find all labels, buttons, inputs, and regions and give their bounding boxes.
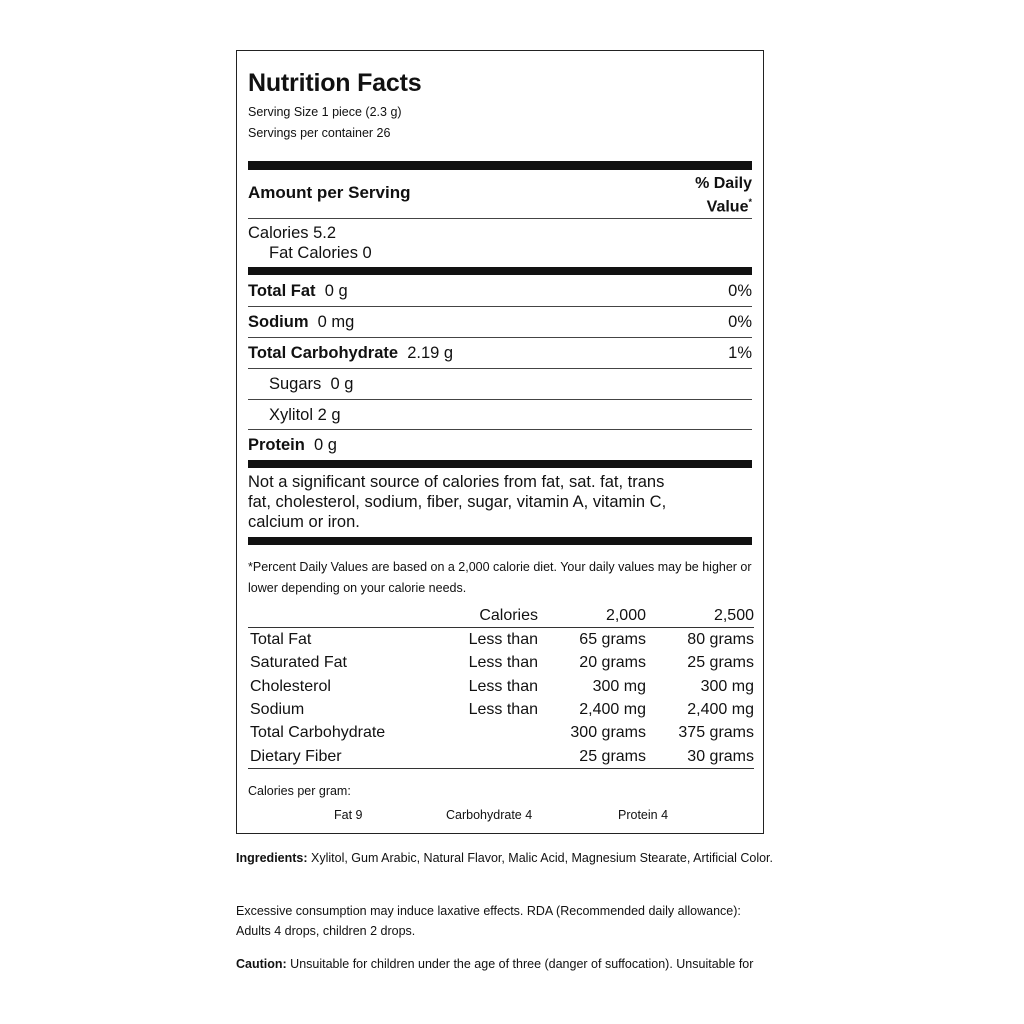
nutrient-row-total-carbohydrate — [248, 344, 752, 363]
table-row — [248, 675, 754, 698]
daily-values-table — [248, 603, 754, 769]
table-cell: Total Carbohydrate — [250, 724, 386, 742]
table-cell: 2,500 — [646, 603, 754, 628]
table-cell: 25 grams — [687, 654, 754, 672]
nutrient-amount: 2.19 g — [407, 344, 454, 362]
laxative-text: Excessive consumption may induce laxative effects. RDA (Recommended daily allowance): Adults 4 drops, children 2 drops. — [236, 904, 741, 938]
ingredients-label: Ingredients: — [236, 851, 308, 865]
table-cell: 65 grams — [579, 631, 646, 649]
table-cell: 2,400 mg — [687, 701, 754, 719]
table-cell: 2,000 — [538, 603, 646, 628]
caution-text: Unsuitable for children under the age of three (danger of suffocation). Unsuitable for — [286, 957, 754, 971]
divider — [248, 218, 752, 219]
daily-value-footnote: *Percent Daily Values are based on a 2,000 calorie diet. Your daily values may be higher or lower depending on your calorie needs. — [248, 560, 752, 595]
table-cell: Sodium — [250, 701, 305, 719]
table-cell: Dietary Fiber — [248, 744, 450, 768]
daily-value-asterisk: * — [748, 197, 752, 207]
table-row — [248, 698, 754, 721]
nutrient-name: Protein — [248, 436, 305, 454]
table-cell: 30 grams — [646, 744, 754, 768]
table-row — [248, 721, 754, 744]
nutrient-row-xylitol — [248, 406, 752, 425]
table-row — [248, 628, 754, 652]
table-cell: Total Fat — [250, 631, 312, 649]
nutrient-name: Total Fat — [248, 282, 316, 300]
nutrient-row-total-fat — [248, 282, 752, 301]
thick-divider — [248, 161, 752, 170]
table-header-row — [248, 603, 754, 628]
table-cell: Less than — [468, 631, 538, 649]
table-cell: Less than — [468, 701, 538, 719]
table-cell: Cholesterol — [250, 677, 331, 695]
table-row — [248, 651, 754, 674]
table-cell — [248, 603, 450, 628]
nutrient-amount: 0 g — [314, 436, 337, 454]
nutrition-label — [236, 50, 764, 834]
daily-value-header-line2: Value — [706, 198, 749, 216]
nutrient-row-sugars — [248, 375, 752, 394]
divider — [248, 368, 752, 369]
nutrient-pct: 0% — [728, 282, 752, 300]
label-title: Nutrition Facts — [248, 69, 422, 97]
calories-per-gram-protein: Protein 4 — [618, 808, 669, 822]
nutrient-amount: 0 g — [330, 375, 354, 393]
daily-value-header-line1: % Daily — [695, 175, 752, 192]
amount-per-serving-header: Amount per Serving — [248, 183, 411, 202]
ingredients-text: Xylitol, Gum Arabic, Natural Flavor, Malic Acid, Magnesium Stearate, Artificial Color. — [307, 851, 774, 865]
thick-divider — [248, 460, 752, 468]
nutrient-name: Sugars — [269, 375, 322, 393]
ingredients-paragraph — [236, 848, 776, 868]
laxative-warning — [236, 901, 776, 941]
table-cell: 300 grams — [570, 724, 646, 742]
table-cell: 25 grams — [538, 744, 646, 768]
nutrient-pct: 0% — [728, 313, 752, 331]
calories-per-gram-carbohydrate: Carbohydrate 4 — [446, 808, 533, 822]
not-significant-source-note: Not a significant source of calories from fat, sat. fat, trans fat, cholesterol, sodium, fiber, sugar, vitamin A, vitamin C, calcium or iron. — [248, 473, 667, 531]
nutrient-amount: 0 g — [324, 282, 348, 300]
servings-per-container: Servings per container 26 — [248, 126, 391, 140]
caution-label: Caution: — [236, 957, 287, 971]
fat-calories-row — [248, 244, 752, 263]
table-cell: 300 mg — [700, 677, 754, 695]
table-row — [248, 744, 754, 768]
table-cell: Less than — [468, 677, 538, 695]
table-cell: 300 mg — [592, 677, 646, 695]
divider — [248, 337, 752, 338]
nutrient-row-protein — [248, 436, 752, 455]
table-cell — [450, 721, 538, 744]
table-cell — [450, 744, 538, 768]
table-cell: 2,400 mg — [579, 701, 646, 719]
table-cell: Saturated Fat — [250, 654, 347, 672]
nutrient-amount: 2 g — [317, 406, 341, 424]
calories-text: Calories 5.2 — [248, 224, 337, 242]
nutrient-amount: 0 mg — [317, 313, 355, 331]
table-cell: Less than — [468, 654, 538, 672]
serving-size: Serving Size 1 piece (2.3 g) — [248, 105, 402, 119]
table-cell: 20 grams — [579, 654, 646, 672]
calories-row — [248, 224, 752, 243]
nutrient-pct: 1% — [728, 344, 752, 362]
table-cell: 80 grams — [687, 631, 754, 649]
nutrient-name: Xylitol — [269, 406, 314, 424]
thick-divider — [248, 267, 752, 275]
nutrient-name: Total Carbohydrate — [248, 344, 399, 362]
divider — [248, 429, 752, 430]
caution-paragraph — [236, 954, 776, 974]
fat-calories-text: Fat Calories 0 — [269, 244, 372, 262]
daily-value-header — [695, 175, 752, 216]
divider — [248, 399, 752, 400]
divider — [248, 306, 752, 307]
table-cell: Calories — [450, 603, 538, 628]
nutrient-row-sodium — [248, 313, 752, 332]
calories-per-gram-fat: Fat 9 — [334, 808, 363, 822]
table-cell: 375 grams — [678, 724, 754, 742]
calories-per-gram-label: Calories per gram: — [248, 784, 351, 798]
thick-divider — [248, 537, 752, 545]
nutrient-name: Sodium — [248, 313, 309, 331]
